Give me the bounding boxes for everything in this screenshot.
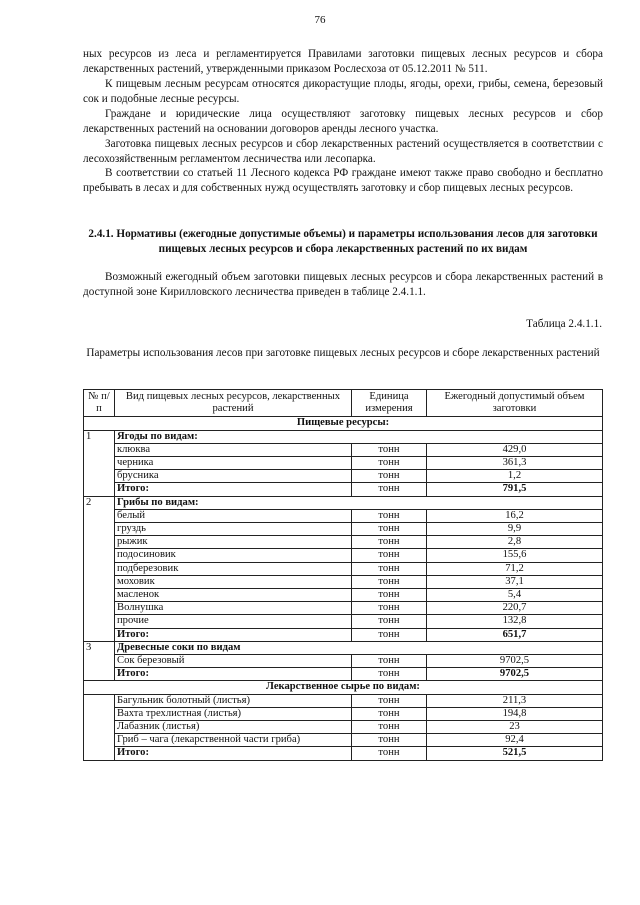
table-row [84, 457, 603, 470]
row-value: 220,7 [427, 602, 603, 615]
total-value: 9702,5 [427, 668, 603, 681]
row-value: 92,4 [427, 734, 603, 747]
total-row [84, 747, 603, 760]
row-value: 132,8 [427, 615, 603, 628]
row-value: 16,2 [427, 509, 603, 522]
row-name: груздь [115, 523, 352, 536]
paragraph-5: В соответствии со статьей 11 Лесного кодекса РФ граждане имеют также право свободно и бесплатно пребывать в лесах и для собственных нужд осуществлять заготовку и сбор пищевых лесных ресурсов. [83, 167, 603, 194]
row-unit: тонн [352, 523, 427, 536]
row-unit: тонн [352, 536, 427, 549]
row-name: Вахта трехлистная (листья) [115, 707, 352, 720]
header-unit: Единица измерения [352, 390, 427, 417]
row-name: Волнушка [115, 602, 352, 615]
table-row [84, 549, 603, 562]
group-num-empty [84, 694, 115, 760]
row-unit: тонн [352, 602, 427, 615]
header-value: Ежегодный допустимый объем заготовки [427, 390, 603, 417]
intro-paragraph: Возможный ежегодный объем заготовки пищевых лесных ресурсов и сбора лекарственных растений в доступной зоне Кирилловского лесничества приведен в таблице 2.4.1.1. [83, 271, 603, 298]
total-label: Итого: [115, 668, 352, 681]
row-value: 23 [427, 721, 603, 734]
table-row [84, 575, 603, 588]
row-value: 37,1 [427, 575, 603, 588]
row-unit: тонн [352, 509, 427, 522]
header-name: Вид пищевых лесных ресурсов, лекарственных растений [115, 390, 352, 417]
group-title: Грибы по видам: [115, 496, 603, 509]
table-row [84, 589, 603, 602]
total-unit: тонн [352, 747, 427, 760]
paragraph-4: Заготовка пищевых лесных ресурсов и сбор лекарственных растений осуществляется в соответствии с лесохозяйственным регламентом лесничества или лесопарка. [83, 138, 603, 165]
paragraph-2: К пищевым лесным ресурсам относятся дикорастущие плоды, ягоды, орехи, грибы, семена, березовый сок и подобные лесные ресурсы. [83, 78, 603, 105]
table-row [84, 562, 603, 575]
table-label: Таблица 2.4.1.1. [526, 318, 602, 330]
row-name: масленок [115, 589, 352, 602]
row-value: 71,2 [427, 562, 603, 575]
total-unit: тонн [352, 628, 427, 641]
table-row [84, 470, 603, 483]
table-row [84, 602, 603, 615]
table-row [84, 615, 603, 628]
resources-table [83, 389, 603, 761]
row-unit: тонн [352, 457, 427, 470]
table-row [84, 655, 603, 668]
total-value: 521,5 [427, 747, 603, 760]
row-name: Лабазник (листья) [115, 721, 352, 734]
row-name: белый [115, 509, 352, 522]
total-unit: тонн [352, 668, 427, 681]
row-unit: тонн [352, 655, 427, 668]
row-name: рыжик [115, 536, 352, 549]
row-value: 1,2 [427, 470, 603, 483]
header-num: № п/п [84, 390, 115, 417]
row-value: 2,8 [427, 536, 603, 549]
row-unit: тонн [352, 707, 427, 720]
row-name: подосиновик [115, 549, 352, 562]
paragraph-3: Граждане и юридические лица осуществляют заготовку пищевых лесных ресурсов и сбор лекарственных растений на основании договоров аренды лесного участка. [83, 108, 603, 135]
row-name: брусника [115, 470, 352, 483]
row-unit: тонн [352, 575, 427, 588]
row-name: Багульник болотный (листья) [115, 694, 352, 707]
table-row [84, 734, 603, 747]
table-row [84, 536, 603, 549]
row-unit: тонн [352, 470, 427, 483]
group-num: 2 [84, 496, 115, 641]
row-name: Сок березовый [115, 655, 352, 668]
row-value: 155,6 [427, 549, 603, 562]
group-row-berries [84, 430, 603, 443]
table-row [84, 509, 603, 522]
row-unit: тонн [352, 549, 427, 562]
paragraph-1: ных ресурсов из леса и регламентируется Правилами заготовки пищевых лесных ресурсов и сбора лекарственных растений, утвержденными приказом Рослесхоза от 05.12.2011 № 511. [83, 48, 603, 75]
section-heading: 2.4.1. Нормативы (ежегодные допустимые объемы) и параметры использования лесов для заготовки пищевых лесных ресурсов и сбора лекарственных растений по их видам [88, 228, 598, 255]
row-value: 429,0 [427, 443, 603, 456]
table-title: Параметры использования лесов при заготовке пищевых лесных ресурсов и сборе лекарственных растений [86, 347, 600, 359]
row-unit: тонн [352, 589, 427, 602]
row-value: 211,3 [427, 694, 603, 707]
table-row [84, 443, 603, 456]
group-row-mushrooms [84, 496, 603, 509]
row-name: подберезовик [115, 562, 352, 575]
row-value: 194,8 [427, 707, 603, 720]
row-unit: тонн [352, 615, 427, 628]
row-unit: тонн [352, 694, 427, 707]
row-name: прочие [115, 615, 352, 628]
section-row-medicinal [84, 681, 603, 694]
total-label: Итого: [115, 747, 352, 760]
table-header-row [84, 390, 603, 417]
section-food-label: Пищевые ресурсы: [84, 417, 603, 430]
page-number: 76 [314, 14, 326, 26]
total-row [84, 483, 603, 496]
total-unit: тонн [352, 483, 427, 496]
total-label: Итого: [115, 483, 352, 496]
group-row-saps [84, 641, 603, 654]
group-title: Ягоды по видам: [115, 430, 603, 443]
row-value: 9702,5 [427, 655, 603, 668]
row-unit: тонн [352, 721, 427, 734]
total-value: 791,5 [427, 483, 603, 496]
row-value: 9,9 [427, 523, 603, 536]
total-row [84, 628, 603, 641]
row-name: клюква [115, 443, 352, 456]
section-row-food [84, 417, 603, 430]
group-num: 3 [84, 641, 115, 681]
total-row [84, 668, 603, 681]
total-label: Итого: [115, 628, 352, 641]
row-value: 361,3 [427, 457, 603, 470]
table-row [84, 694, 603, 707]
row-name: черника [115, 457, 352, 470]
row-value: 5,4 [427, 589, 603, 602]
group-num: 1 [84, 430, 115, 496]
total-value: 651,7 [427, 628, 603, 641]
table-row [84, 707, 603, 720]
row-name: Гриб – чага (лекарственной части гриба) [115, 734, 352, 747]
table-row [84, 721, 603, 734]
row-name: моховик [115, 575, 352, 588]
group-title: Древесные соки по видам [115, 641, 603, 654]
row-unit: тонн [352, 443, 427, 456]
table-row [84, 523, 603, 536]
section-medicinal-label: Лекарственное сырье по видам: [84, 681, 603, 694]
row-unit: тонн [352, 734, 427, 747]
row-unit: тонн [352, 562, 427, 575]
